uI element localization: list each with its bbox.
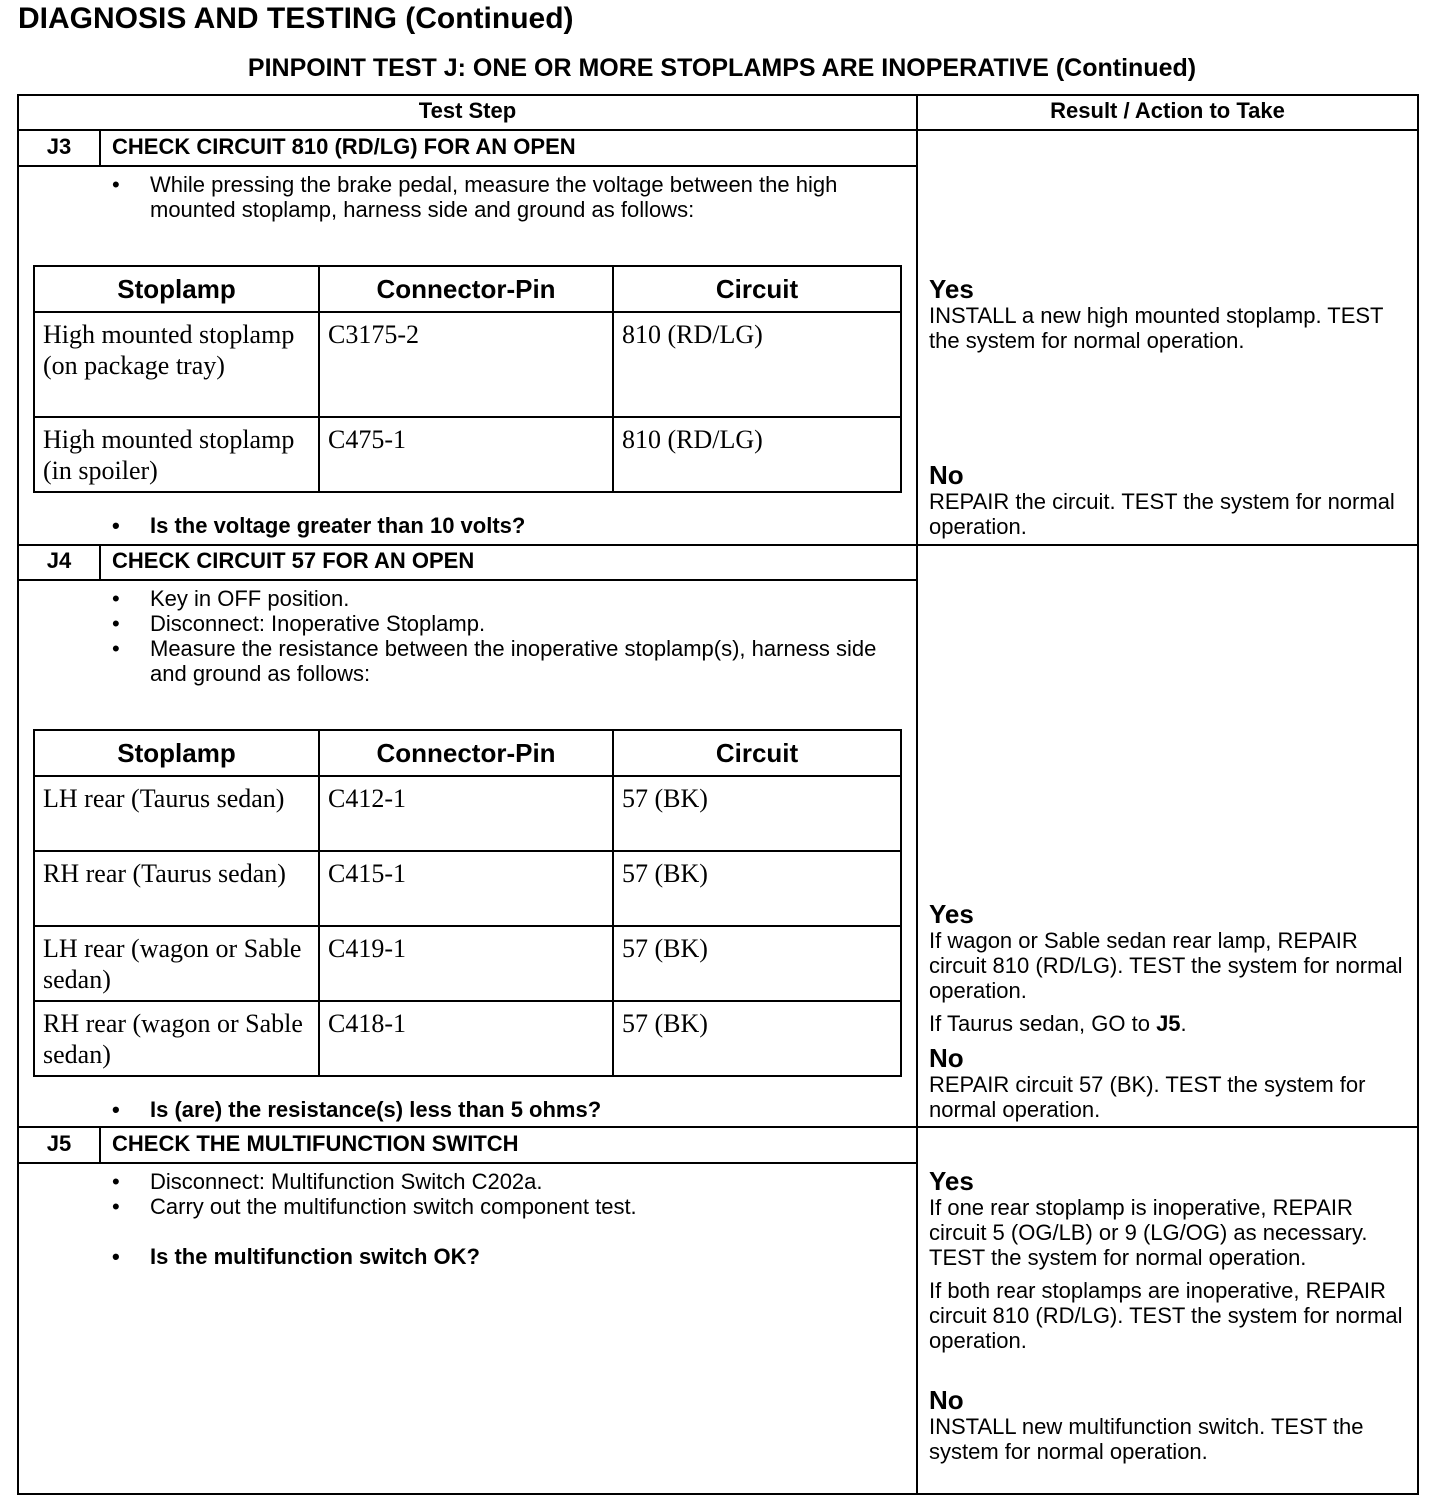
cell-circuit: 57 (BK) bbox=[613, 926, 901, 1001]
j3-yes-label: Yes bbox=[929, 274, 974, 304]
j4-yes-action-taurus bbox=[929, 1011, 1411, 1036]
header-result: Result / Action to Take bbox=[1050, 98, 1285, 123]
header-bottom-rule bbox=[17, 129, 1419, 131]
cell-stoplamp: RH rear (Taurus sedan) bbox=[34, 851, 319, 926]
j4-title-rule bbox=[17, 579, 918, 581]
table-row bbox=[34, 417, 901, 492]
cell-circuit: 810 (RD/LG) bbox=[613, 312, 901, 417]
j5-no-action: INSTALL new multifunction switch. TEST the system for normal operation. bbox=[929, 1414, 1364, 1464]
j3-connector-table bbox=[33, 265, 902, 493]
table-row bbox=[34, 776, 901, 851]
j4-question-list bbox=[112, 1097, 902, 1122]
frame-top bbox=[17, 94, 1419, 96]
j3-question-list bbox=[112, 513, 902, 538]
cell-circuit: 57 (BK) bbox=[613, 776, 901, 851]
cell-connector-pin: C419-1 bbox=[319, 926, 613, 1001]
j5-separator bbox=[17, 1126, 1419, 1128]
j3-title-rule bbox=[17, 165, 918, 167]
j5-title-rule bbox=[17, 1162, 918, 1164]
table-row bbox=[34, 926, 901, 1001]
j4-no-label: No bbox=[929, 1043, 964, 1073]
j3-connector-header-row bbox=[34, 266, 901, 312]
j3-step-id: J3 bbox=[46, 134, 72, 159]
j4-step-title: CHECK CIRCUIT 57 FOR AN OPEN bbox=[112, 548, 475, 573]
j5-bullet-component-test: • Carry out the multifunction switch component test. bbox=[112, 1194, 902, 1219]
cell-connector-pin: C418-1 bbox=[319, 1001, 613, 1076]
j5-bullet-disconnect: • Disconnect: Multifunction Switch C202a. bbox=[112, 1169, 902, 1194]
section-subtitle-text: PINPOINT TEST J: ONE OR MORE STOPLAMPS ARE INOPERATIVE (Continued) bbox=[247, 54, 1197, 82]
frame-bottom bbox=[17, 1493, 1419, 1495]
j3-result-yes bbox=[929, 275, 1409, 353]
j5-yes-action-both-lamps: If both rear stoplamps are inoperative, REPAIR circuit 810 (RD/LG). TEST the system for normal operation. bbox=[929, 1278, 1403, 1353]
j3-no-label: No bbox=[929, 460, 964, 490]
j4-result-no bbox=[929, 1044, 1411, 1122]
j5-step-id: J5 bbox=[46, 1131, 72, 1156]
j3-id-divider bbox=[99, 129, 101, 167]
j4-id-divider bbox=[99, 544, 101, 581]
j4-instructions bbox=[112, 586, 882, 686]
j5-step-title: CHECK THE MULTIFUNCTION SWITCH bbox=[112, 1131, 519, 1156]
j4-separator bbox=[17, 544, 1419, 546]
cell-stoplamp: RH rear (wagon or Sable sedan) bbox=[34, 1001, 319, 1076]
cell-connector-pin: C415-1 bbox=[319, 851, 613, 926]
cell-circuit: 810 (RD/LG) bbox=[613, 417, 901, 492]
header-test-step: Test Step bbox=[418, 98, 517, 123]
j5-result-yes bbox=[929, 1167, 1413, 1353]
cell-connector-pin: C3175-2 bbox=[319, 312, 613, 417]
j4-goto-j5-ref: J5 bbox=[1156, 1011, 1181, 1036]
col-header-circuit: Circuit bbox=[613, 730, 901, 776]
column-divider bbox=[916, 94, 918, 1495]
cell-connector-pin: C412-1 bbox=[319, 776, 613, 851]
table-row bbox=[34, 851, 901, 926]
j5-question-list bbox=[112, 1244, 902, 1269]
j5-question: • Is the multifunction switch OK? bbox=[112, 1244, 902, 1269]
j3-instructions bbox=[112, 172, 902, 222]
j4-bullet-measure-resistance: • Measure the resistance between the inoperative stoplamp(s), harness side and ground as follows: bbox=[112, 636, 882, 686]
table-row bbox=[34, 1001, 901, 1076]
j3-yes-action: INSTALL a new high mounted stoplamp. TEST the system for normal operation. bbox=[929, 303, 1384, 353]
j5-instructions bbox=[112, 1169, 902, 1219]
j5-result-no bbox=[929, 1386, 1413, 1464]
cell-connector-pin: C475-1 bbox=[319, 417, 613, 492]
frame-right bbox=[1417, 94, 1419, 1495]
j4-bullet-disconnect: • Disconnect: Inoperative Stoplamp. bbox=[112, 611, 882, 636]
frame-left bbox=[17, 94, 19, 1495]
j4-yes-label: Yes bbox=[929, 899, 974, 929]
j3-step-title: CHECK CIRCUIT 810 (RD/LG) FOR AN OPEN bbox=[112, 134, 576, 159]
j5-yes-label: Yes bbox=[929, 1166, 974, 1196]
j5-yes-action-one-lamp: If one rear stoplamp is inoperative, REPAIR circuit 5 (OG/LB) or 9 (LG/OG) as necessary. TEST the system for normal operation. bbox=[929, 1195, 1368, 1270]
col-header-stoplamp: Stoplamp bbox=[34, 730, 319, 776]
col-header-connector-pin: Connector-Pin bbox=[319, 266, 613, 312]
j4-result-yes bbox=[929, 900, 1411, 1036]
j4-yes-action: If wagon or Sable sedan rear lamp, REPAIR circuit 810 (RD/LG). TEST the system for normal operation. bbox=[929, 928, 1403, 1003]
page-title: DIAGNOSIS AND TESTING (Continued) bbox=[18, 2, 574, 35]
cell-circuit: 57 (BK) bbox=[613, 1001, 901, 1076]
cell-stoplamp: LH rear (Taurus sedan) bbox=[34, 776, 319, 851]
cell-stoplamp: LH rear (wagon or Sable sedan) bbox=[34, 926, 319, 1001]
j4-question: • Is (are) the resistance(s) less than 5 ohms? bbox=[112, 1097, 902, 1122]
col-header-stoplamp: Stoplamp bbox=[34, 266, 319, 312]
j4-no-action: REPAIR circuit 57 (BK). TEST the system for normal operation. bbox=[929, 1072, 1366, 1122]
table-row bbox=[34, 312, 901, 417]
j3-bullet-measure-voltage: • While pressing the brake pedal, measure the voltage between the high mounted stoplamp, harness side and ground as follows: bbox=[112, 172, 902, 222]
j3-no-action: REPAIR the circuit. TEST the system for normal operation. bbox=[929, 489, 1395, 539]
cell-stoplamp: High mounted stoplamp (in spoiler) bbox=[34, 417, 319, 492]
j4-bullet-key-off: • Key in OFF position. bbox=[112, 586, 882, 611]
j3-result-no bbox=[929, 461, 1409, 539]
section-subtitle bbox=[0, 54, 1456, 83]
j5-id-divider bbox=[99, 1126, 101, 1164]
j4-step-id: J4 bbox=[46, 548, 72, 573]
col-header-circuit: Circuit bbox=[613, 266, 901, 312]
j5-no-label: No bbox=[929, 1385, 964, 1415]
j4-connector-header-row bbox=[34, 730, 901, 776]
col-header-connector-pin: Connector-Pin bbox=[319, 730, 613, 776]
j4-connector-table bbox=[33, 729, 902, 1077]
j4-yes-goto-text: If Taurus sedan, GO to bbox=[929, 1011, 1150, 1036]
j3-question: • Is the voltage greater than 10 volts? bbox=[112, 513, 902, 538]
cell-stoplamp: High mounted stoplamp (on package tray) bbox=[34, 312, 319, 417]
cell-circuit: 57 (BK) bbox=[613, 851, 901, 926]
j4-yes-goto-end: . bbox=[1180, 1011, 1187, 1036]
